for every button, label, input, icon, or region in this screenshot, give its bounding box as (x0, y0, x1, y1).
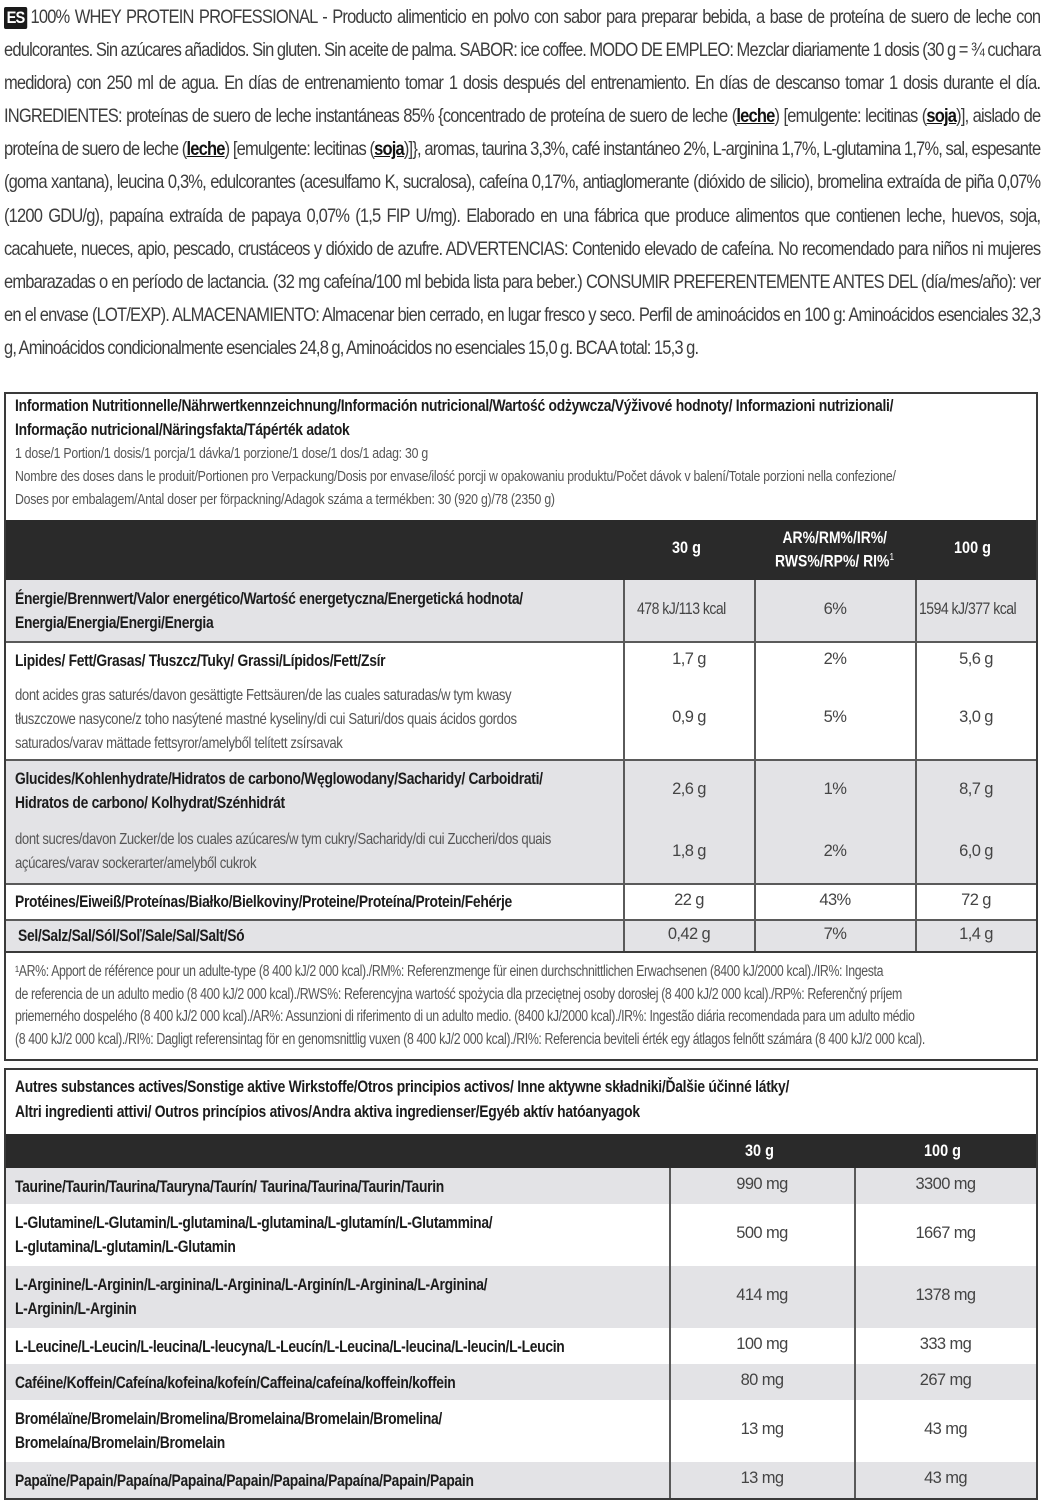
description-text-2: ) [emulgente: lecitinas ( (774, 106, 927, 128)
papain-per-100g: 43 mg (924, 1469, 967, 1487)
bromelain-per-100g: 43 mg (924, 1420, 967, 1438)
carbohydrate-per-30g: 2,6 g (672, 780, 706, 798)
servings-line2: Doses por embalagem/Antal doser per förpackning/Adagok száma a termékben: 30 (920 g)/78 (2350 g) (15, 491, 555, 508)
leucine-per-100g: 333 mg (919, 1335, 972, 1353)
fat-ri: 2% (823, 650, 847, 668)
salt-ri: 7% (823, 925, 847, 943)
allergen-milk: leche (186, 139, 225, 161)
nutrient-row-fat: Lipides/ Fett/Grasas/ Tłuszcz/Tuky/ Grassi/Lípidos/Fett/Zsír 1,7 g 2% 5,6 g (6, 642, 1036, 680)
nutrient-row-protein: Protéines/Eiweiß/Proteínas/Białko/Bielkoviny/Proteine/Proteína/Protein/Fehérje 22 g 43% 72 g (6, 884, 1036, 920)
actives-title-line2: Altri ingredienti attivi/ Outros princípios ativos/Andra aktiva ingredienser/Egyéb aktív hatóanyagok (15, 1103, 640, 1121)
active-row-bromelain: Bromélaïne/Bromelain/Bromelina/Bromelaina/Bromelain/Bromelina/ Bromelaína/Bromelain/Bromelain 13 mg 43 mg (6, 1400, 1036, 1462)
dose-line: 1 dose/1 Portion/1 dosis/1 porcja/1 dávka/1 porzione/1 dose/1 dos/1 adag: 30 g (15, 445, 428, 462)
sugars-per-100g: 6,0 g (959, 842, 993, 860)
protein-ri: 43% (819, 891, 851, 909)
reference-intake-footnote: ¹AR%: Apport de référence pour un adulte-type (8 400 kJ/2 000 kcal)./RM%: Referenzmenge für einen durchschnittlichen Erwachsenen (8400 kJ/2000 kcal)./IR%: Ingesta de referencia de un adulto medio (8 400 kJ/2 000 kcal)./RWS%: Referencyjna wartość spożycia dla przeciętnej osoby dorosłej (8 400 kJ/2 000 kcal)./RP%: Referenčný príjem priemerného dospelého (8 400 kJ/2 000 kcal)./AR%: Assunzioni di riferimento di un adulto medio. (8400 kJ/2000 kcal)./IR%: Ingestão diária recomendada para um adulto médio (8 400 kJ/2 000 kcal)./RI%: Dagligt referensintag för en genomsnittlig vuxen (8 400 kJ/2 000 kcal)./RI%: Referencia beviteli érték egy átlagos felnőtt számára (8 400 kJ/2 000 kcal). (15, 963, 925, 1048)
caffeine-per-100g: 267 mg (919, 1371, 972, 1389)
allergen-soy: soja (926, 106, 957, 128)
active-row-caffeine: Caféine/Koffein/Cafeína/kofeina/kofeín/Caffeina/cafeína/koffein/koffein 80 mg 267 mg (6, 1364, 1036, 1400)
sugars-per-30g: 1,8 g (672, 842, 706, 860)
description-text-5: )]}, aromas, taurina 3,3%, café instantáneo 2%, L-arginina 1,7%, L-glutamina 1,7%, sal, espesante (goma xantana), leucina 0,3%, edulcorantes (acesulfamo K, sucralosa), cafeína 0,17%, antiaglomerante (dióxido de silicio), bromelina extraída de piña 0,07% (1200 GDU/g), papaína extraída de papaya 0,07% (1,5 FIP U/mg). Elaborado en una fábrica que produce alimentos que contienen leche, huevos, soja, cacahuete, nueces, apio, pescado, crustáceos y dióxido de azufre. ADVERTENCIAS: Contenido elevado de cafeína. No recomendado para niños ni mujeres embarazadas o en período de lactancia. (32 mg cafeína/100 ml bebida lista para beber.) CONSUMIR PREFERENTEMENTE ANTES DEL (día/mes/año): ver en el envase (LOT/EXP). ALMACENAMIENTO: Almacenar bien cerrado, en lugar fresco y seco. Perfil de aminoácidos en 100 g: Aminoácidos esenciales 32,3 g, Aminoácidos condicionalmente esenciales 24,8 g, Aminoácidos no esenciales 15,0 g. BCAA total: 15,3 g. (4, 139, 1041, 359)
bromelain-per-30g: 13 mg (740, 1420, 784, 1438)
nutrition-title-line2: Informação nutricional/Näringsfakta/Tápérték adatok (15, 421, 350, 439)
column-divider (754, 580, 756, 951)
language-badge: ES (4, 7, 27, 29)
allergen-soy: soja (374, 139, 404, 161)
protein-per-100g: 72 g (961, 891, 991, 909)
column-100g: 100 g (923, 1141, 961, 1160)
saturates-per-30g: 0,9 g (672, 708, 706, 726)
energy-per-30g: 478 kJ/113 kcal (636, 600, 726, 618)
caffeine-per-30g: 80 mg (740, 1371, 784, 1389)
carbohydrate-per-100g: 8,7 g (959, 780, 993, 798)
description-text-1: 100% WHEY PROTEIN PROFESSIONAL - Producto alimenticio en polvo con sabor para preparar bebida, a base de proteína de suero de leche con edulcorantes. Sin azúcares añadidos. Sin gluten. Sin aceite de palma. SABOR: ice coffee. MODO DE EMPLEO: Mezclar diariamente 1 dosis (30 g = ¾ cuchara medidora) con 250 ml de agua. En días de entrenamiento tomar 1 dosis después del entrenamiento. En días de descanso tomar 1 dosis durante el día. INGREDIENTES: proteínas de suero de leche instantáneas 85% {concentrado de proteína de suero de leche ( (4, 7, 1041, 128)
taurine-per-30g: 990 mg (736, 1175, 788, 1193)
nutrition-table (4, 392, 1038, 1061)
carbohydrate-ri: 1% (823, 780, 847, 798)
row-divider (6, 759, 1036, 761)
taurine-per-100g: 3300 mg (915, 1175, 976, 1193)
leucine-per-30g: 100 mg (736, 1335, 788, 1353)
allergen-milk: leche (736, 106, 775, 128)
glutamine-per-30g: 500 mg (736, 1224, 788, 1242)
fat-per-30g: 1,7 g (672, 650, 706, 668)
salt-per-100g: 1,4 g (959, 925, 993, 943)
nutrition-header (6, 394, 1036, 520)
protein-per-30g: 22 g (674, 891, 704, 909)
nutrient-row-carbohydrate: Glucides/Kohlenhydrate/Hidratos de carbono/Węglowodany/Sacharidy/ Carboidrati/ Hidratos de carbono/ Kolhydrat/Szénhidrát 2,6 g 1% 8,7 g (6, 760, 1036, 822)
nutrient-row-sugars: dont sucres/davon Zucker/de los cuales azúcares/w tym cukry/Sacharidy/di cui Zuccheri/dos quais açúcares/varav sockerarter/amelyből cukrok 1,8 g 2% 6,0 g (6, 822, 1036, 884)
papain-per-30g: 13 mg (740, 1469, 784, 1487)
actives-title-line1: Autres substances actives/Sonstige aktive Wirkstoffe/Otros principios activos/ Inne aktywne składniki/Ďalšie účinné látky/ (15, 1078, 790, 1096)
sugars-ri: 2% (823, 842, 847, 860)
active-row-taurine: Taurine/Taurin/Taurina/Tauryna/Taurín/ Taurina/Taurina/Taurin/Taurin 990 mg 3300 mg (6, 1168, 1036, 1204)
column-100g: 100 g (954, 538, 992, 557)
nutrient-row-saturates: dont acides gras saturés/davon gesättigte Fettsäuren/de las cuales saturadas/w tym kwasy tłuszczowe nasycone/z toho nasýtené mastné kyseliny/di cui Saturi/dos quais ácidos gordos saturados/varav mättade fettsyror/amelyből telített zsírsavak 0,9 g 5% 3,0 g (6, 680, 1036, 760)
saturates-per-100g: 3,0 g (959, 708, 993, 726)
energy-ri: 6% (823, 600, 847, 618)
description-text-4: ) [emulgente: lecitinas ( (224, 139, 375, 161)
column-divider (854, 1168, 856, 1498)
nutrition-title-line1: Information Nutritionnelle/Nährwertkennzeichnung/Información nutricional/Wartość odżywcza/Výživové hodnoty/ Informazioni nutrizionali/ (15, 397, 894, 415)
energy-per-100g: 1594 kJ/377 kcal (918, 600, 1016, 618)
arginine-per-30g: 414 mg (736, 1286, 788, 1304)
row-divider (6, 883, 1036, 885)
fat-per-100g: 5,6 g (959, 650, 993, 668)
saturates-ri: 5% (823, 708, 847, 726)
actives-column-header (6, 1134, 1036, 1168)
glutamine-per-100g: 1667 mg (915, 1224, 976, 1242)
column-30g: 30 g (744, 1141, 774, 1160)
product-description (4, 1, 1040, 365)
nutrient-row-salt: Sel/Salz/Sal/Sól/Soľ/Sale/Sal/Salt/Só 0,42 g 7% 1,4 g (6, 920, 1036, 951)
nutrition-column-header (6, 520, 1036, 580)
description-text-3: )], aislado de proteína de suero de leche ( (4, 106, 1041, 161)
footnote-divider (6, 951, 1036, 953)
active-row-glutamine: L-Glutamine/L-Glutamin/L-glutamina/L-glutamina/L-glutamín/L-Glutammina/ L-glutamina/L-glutamin/L-Glutamin 500 mg 1667 mg (6, 1204, 1036, 1266)
column-divider (915, 580, 917, 951)
active-row-papain: Papaïne/Papain/Papaína/Papaina/Papain/Papaina/Papaína/Papain/Papain 13 mg 43 mg (6, 1462, 1036, 1498)
active-row-arginine: L-Arginine/L-Arginin/L-arginina/L-Arginina/L-Arginín/L-Arginina/L-Arginina/ L-Arginin/L-Arginin 414 mg 1378 mg (6, 1266, 1036, 1328)
active-row-leucine: L-Leucine/L-Leucin/L-leucina/L-leucyna/L-Leucín/L-Leucina/L-leucina/L-leucin/L-Leucin 100 mg 333 mg (6, 1328, 1036, 1364)
active-substances-table (4, 1068, 1038, 1500)
column-reference-intake: AR%/RM%/IR%/ RWS%/RP%/ RI%$^1$ (775, 528, 895, 571)
actives-header (6, 1070, 1036, 1134)
nutrient-row-energy: Énergie/Brennwert/Valor energético/Wartość energetyczna/Energetická hodnota/ Energia/Energia/Energi/Energia 478 kJ/113 kcal 6% 1594 kJ/377 kcal (6, 580, 1036, 642)
servings-line1: Nombre des doses dans le produit/Portionen pro Verpackung/Dosis por envase/ilość porcji w opakowaniu produktu/Počet dávok v balení/Totale porzioni nella confezione/ (15, 468, 896, 485)
column-30g: 30 g (671, 538, 701, 557)
column-divider (623, 580, 625, 951)
row-divider (6, 919, 1036, 921)
arginine-per-100g: 1378 mg (915, 1286, 976, 1304)
row-divider (6, 641, 1036, 643)
column-divider (669, 1168, 671, 1498)
salt-per-30g: 0,42 g (667, 925, 711, 943)
